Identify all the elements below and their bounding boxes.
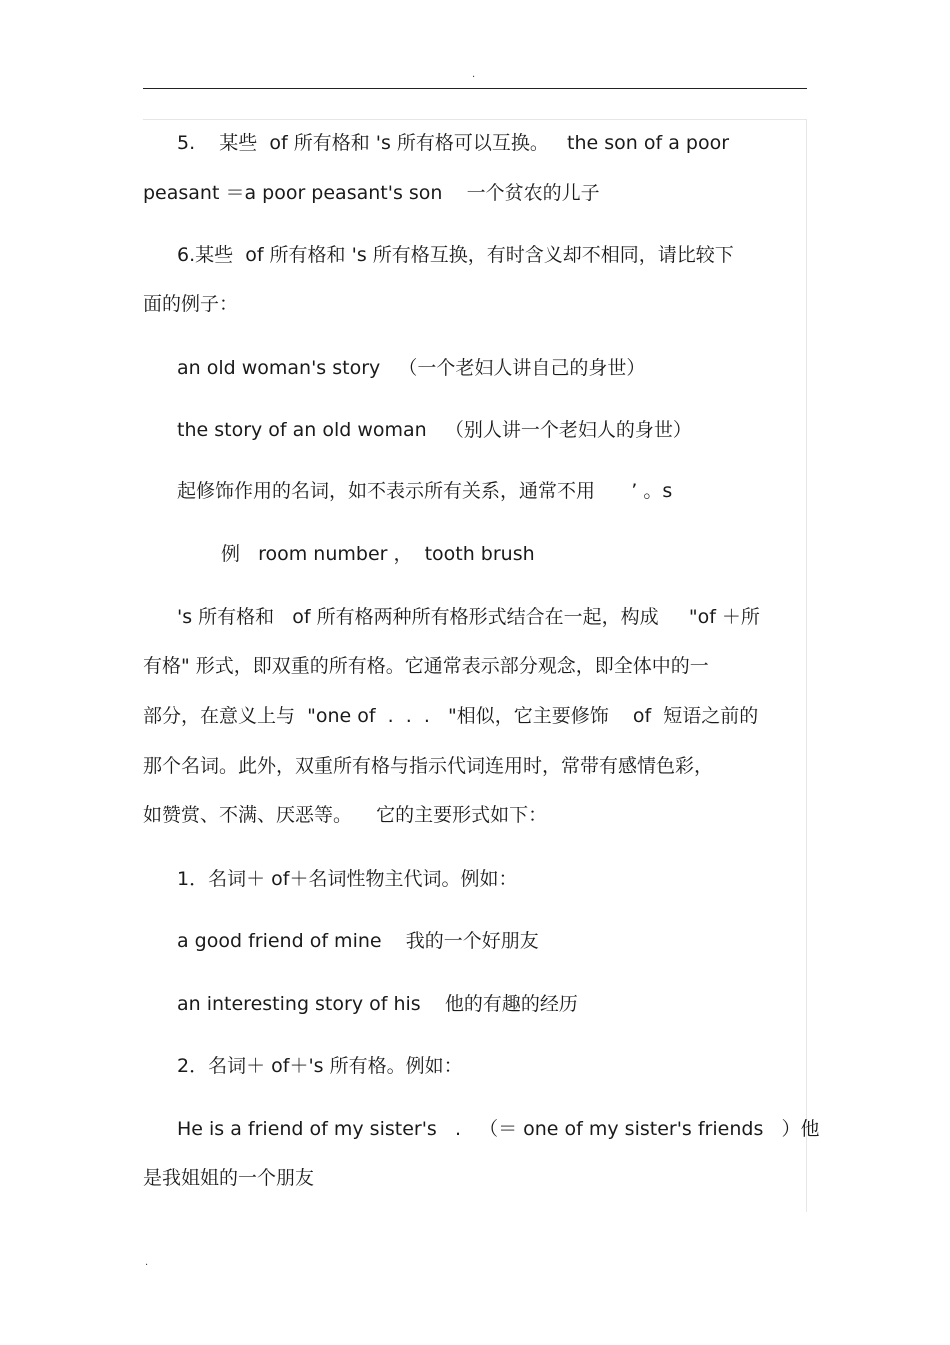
- text-line-15: a good friend of mine 我的一个好朋友: [177, 930, 539, 952]
- text-line-12: 那个名词。此外，双重所有格与指示代词连用时，常带有感情色彩，: [143, 755, 714, 777]
- text-line-19: 是我姐姐的一个朋友: [143, 1167, 315, 1189]
- text-line-1: 5. 某些 of 所有格和 's 所有格可以互换。 the son of a poor: [177, 132, 730, 154]
- text-line-2: peasant ＝a poor peasant's son 一个贫农的儿子: [143, 182, 600, 204]
- text-line-17: 2．名词＋ of＋'s 所有格。例如：: [177, 1055, 463, 1077]
- text-line-10: 有格" 形式，即双重的所有格。它通常表示部分观念，即全体中的一: [143, 655, 709, 677]
- text-line-16: an interesting story of his 他的有趣的经历: [177, 993, 578, 1015]
- text-line-18: He is a friend of my sister's . （＝ one of my sister's friends ）他: [177, 1118, 820, 1140]
- text-line-8: 例 room number ， tooth brush: [221, 543, 535, 565]
- header-rule: [143, 88, 807, 89]
- text-line-4: 面的例子：: [143, 293, 239, 315]
- text-line-6: the story of an old woman （别人讲一个老妇人的身世）: [177, 419, 692, 441]
- text-line-14: 1．名词＋ of＋名词性物主代词。例如：: [177, 868, 518, 890]
- header-dot: .: [472, 69, 476, 80]
- text-line-7: 起修饰作用的名词，如不表示所有关系，通常不用 ’ 。s: [177, 480, 673, 502]
- footer-dot: .: [145, 1257, 149, 1268]
- text-line-3: 6.某些 of 所有格和 's 所有格互换，有时含义却不相同，请比较下: [177, 244, 734, 266]
- text-line-5: an old woman's story （一个老妇人讲自己的身世）: [177, 357, 646, 379]
- text-line-13: 如赞赏、不满、厌恶等。 它的主要形式如下：: [143, 804, 548, 826]
- text-line-9: 's 所有格和 of 所有格两种所有格形式结合在一起，构成 "of ＋所: [177, 606, 760, 628]
- text-line-11: 部分，在意义上与 "one of . . . "相似，它主要修饰 of 短语之前的: [143, 705, 759, 727]
